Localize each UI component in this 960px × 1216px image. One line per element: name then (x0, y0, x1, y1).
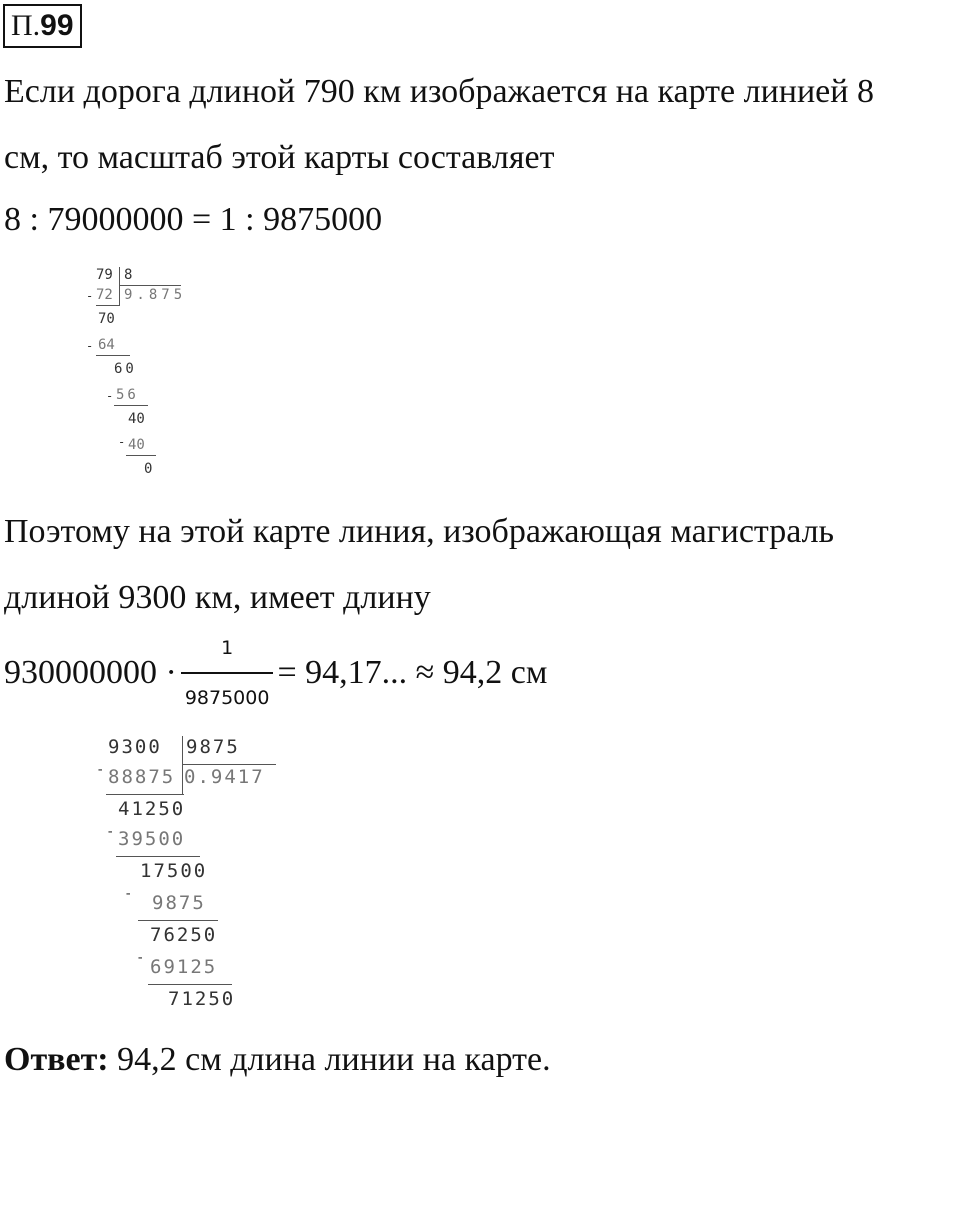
division-2-step: 39500 (118, 828, 186, 850)
paragraph-1-line-1: Если дорога длиной 790 км изображается на карте линией 8 (4, 73, 874, 110)
minus-sign: - (86, 289, 94, 303)
scale-equation: 8 : 79000000 = 1 : 9875000 (4, 201, 383, 238)
long-division-1 (86, 265, 206, 485)
division-2-step: 41250 (118, 798, 186, 820)
minus-sign: - (136, 950, 147, 966)
problem-number: 99 (40, 9, 74, 42)
paragraph-1-line-2: см, то масштаб этой карты составляет (4, 139, 555, 176)
paragraph-2-line-2: длиной 9300 км, имеет длину (4, 579, 431, 616)
division-1-dividend: 79 (96, 267, 113, 283)
division-2-step: 71250 (168, 988, 236, 1010)
division-1-step: 72 (96, 287, 113, 303)
fraction-denominator: 9875000 (184, 687, 270, 709)
division-2-quotient: 0.9417 (184, 766, 265, 788)
division-1-step: 70 (98, 311, 115, 327)
minus-sign: - (96, 762, 107, 778)
problem-prefix: П. (11, 9, 41, 42)
answer-line (4, 1040, 551, 1080)
division-1-step: 56 (116, 387, 139, 403)
division-1-step: 60 (114, 361, 137, 377)
division-2-step: 76250 (150, 924, 218, 946)
minus-sign: - (118, 435, 126, 449)
answer-label: Ответ: (4, 1041, 109, 1078)
division-1-step: 0 (144, 461, 153, 477)
minus-sign: - (106, 389, 114, 403)
division-2-step: 9875 (152, 892, 206, 914)
division-2-step: 69125 (150, 956, 218, 978)
problem-number-badge (3, 4, 82, 48)
division-2-step: 88875 (108, 766, 176, 788)
division-1-step: 40 (128, 411, 145, 427)
division-1-step: 40 (128, 437, 145, 453)
division-2-divisor: 9875 (186, 736, 240, 758)
length-equation (4, 637, 548, 709)
minus-sign: - (124, 886, 135, 902)
division-2-step: 17500 (140, 860, 208, 882)
paragraph-2-line-1: Поэтому на этой карте линия, изображающая магистраль (4, 513, 835, 550)
answer-text: 94,2 см длина линии на карте. (108, 1041, 551, 1078)
fraction (181, 628, 274, 718)
equation-2-right: = 94,17... ≈ 94,2 см (277, 654, 548, 691)
fraction-numerator: 1 (181, 628, 274, 674)
division-2-dividend: 9300 (108, 736, 162, 758)
division-1-step: 64 (98, 337, 115, 353)
minus-sign: - (86, 339, 94, 353)
long-division-2 (96, 732, 316, 1022)
division-1-quotient: 9.875 (124, 287, 187, 303)
division-1-divisor: 8 (124, 267, 133, 283)
equation-2-left: 930000000 · (4, 654, 177, 691)
minus-sign: - (106, 824, 117, 840)
